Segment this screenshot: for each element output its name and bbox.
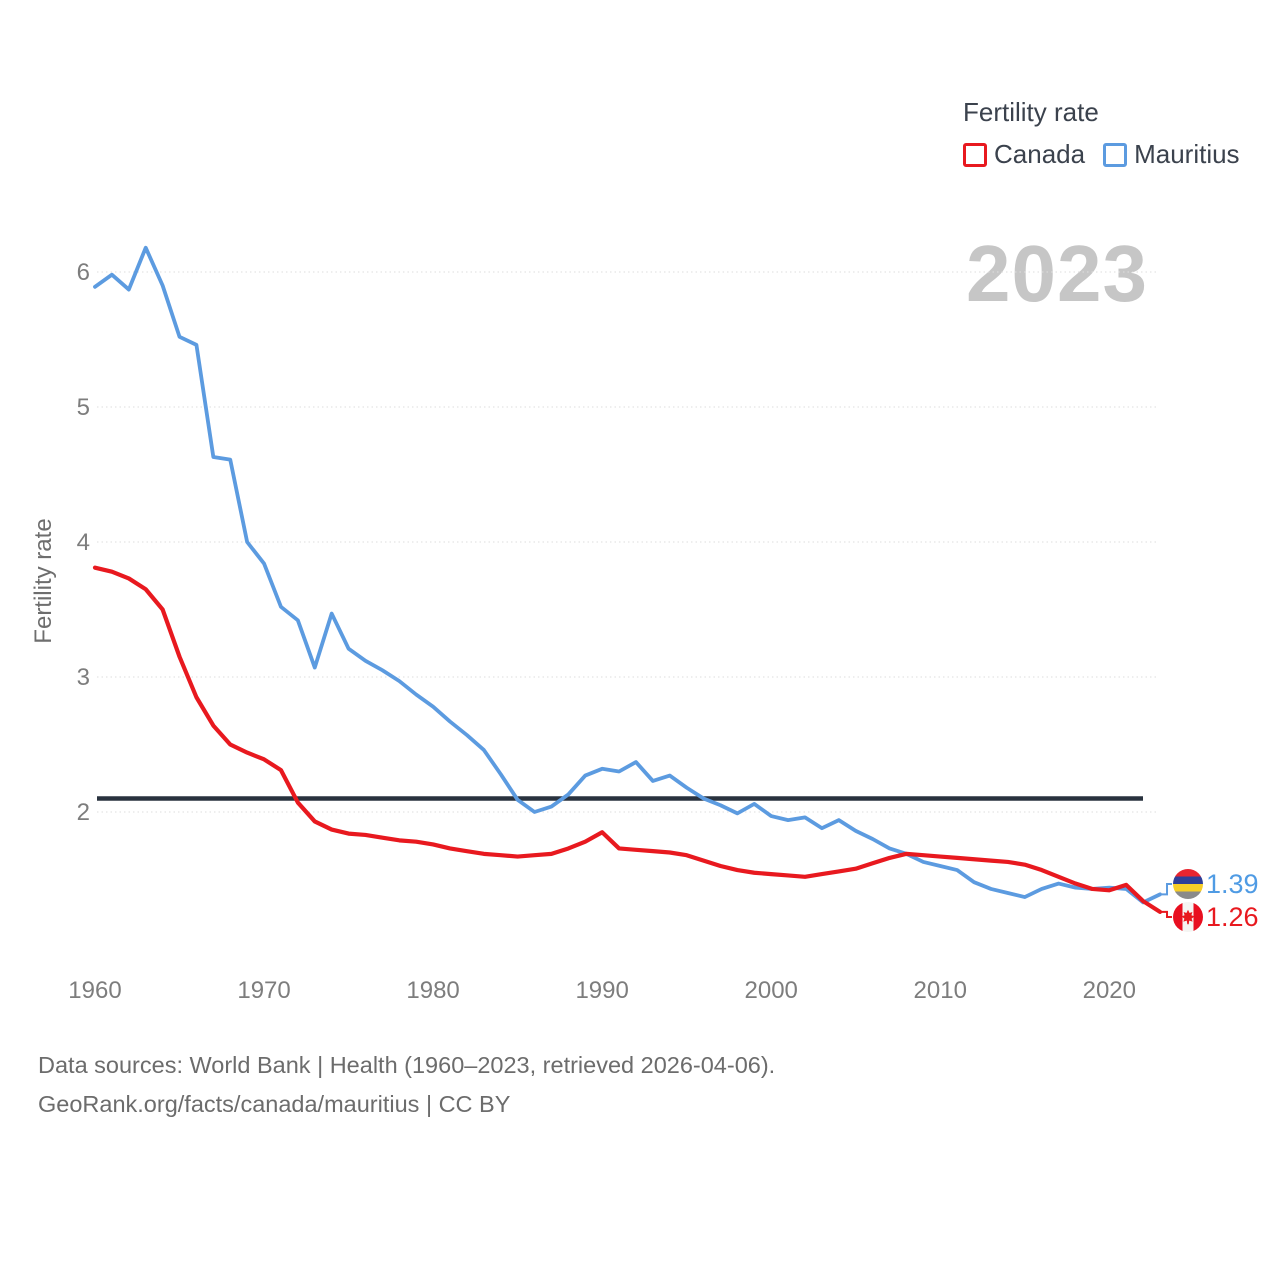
y-tick-label: 3 — [76, 664, 90, 691]
y-tick-label: 4 — [76, 529, 90, 556]
y-tick-label: 2 — [76, 799, 90, 826]
mauritius-end-value: 1.39 — [1206, 869, 1259, 899]
data-sources-text: Data sources: World Bank | Health (1960–2023, retrieved 2026-04-06). — [38, 1052, 776, 1078]
legend-label-mauritius: Mauritius — [1134, 139, 1240, 169]
x-tick-label: 2020 — [1082, 977, 1136, 1004]
y-tick-label: 6 — [76, 259, 90, 286]
x-tick-label: 1960 — [68, 977, 122, 1004]
y-tick-label: 5 — [76, 394, 90, 421]
x-tick-label: 2000 — [744, 977, 798, 1004]
x-tick-label: 1990 — [575, 977, 629, 1004]
canada-connector — [1160, 912, 1172, 917]
footer — [38, 1046, 775, 1124]
mauritius-connector — [1160, 884, 1172, 894]
canada-end-value: 1.26 — [1206, 902, 1259, 932]
mauritius-flag-icon — [1173, 869, 1203, 899]
year-watermark: 2023 — [966, 229, 1148, 318]
x-tick-label: 1970 — [237, 977, 291, 1004]
mauritius-line — [95, 248, 1160, 903]
x-tick-label: 1980 — [406, 977, 460, 1004]
x-tick-label: 2010 — [913, 977, 967, 1004]
legend-label-canada: Canada — [994, 139, 1086, 169]
canada-flag-icon — [1173, 902, 1203, 932]
legend-title: Fertility rate — [963, 97, 1099, 127]
maple-leaf-icon — [1180, 909, 1196, 925]
y-axis-title: Fertility rate — [30, 518, 57, 644]
canada-line — [95, 568, 1160, 912]
attribution-link: GeoRank.org/facts/canada/mauritius | CC BY — [38, 1091, 511, 1117]
